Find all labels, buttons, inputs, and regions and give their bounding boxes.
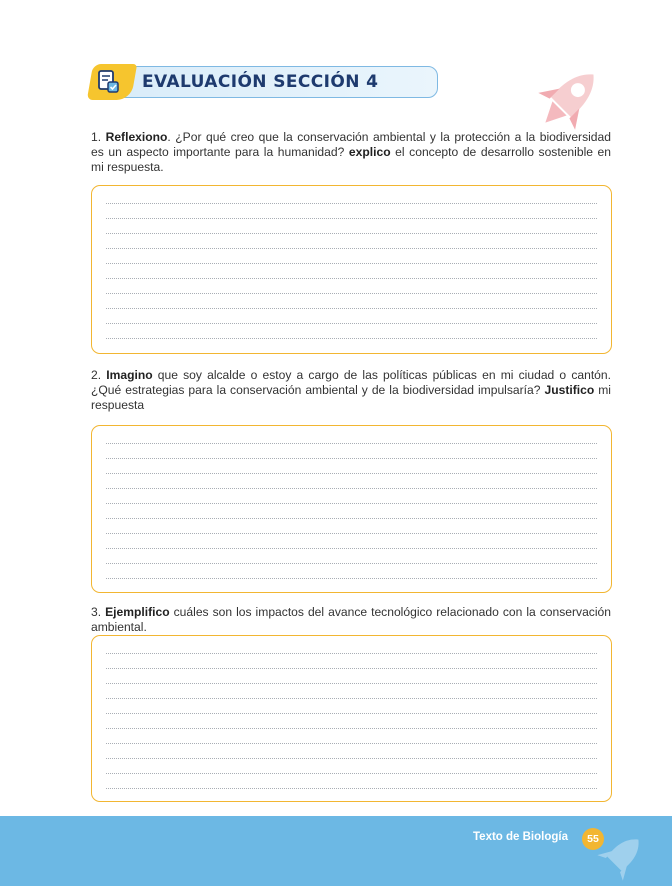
writing-line [106, 278, 597, 279]
writing-line [106, 653, 597, 654]
writing-line [106, 293, 597, 294]
writing-line [106, 443, 597, 444]
writing-line [106, 308, 597, 309]
question-number: 3. [91, 605, 102, 619]
writing-line [106, 473, 597, 474]
writing-line [106, 248, 597, 249]
writing-line [106, 713, 597, 714]
rocket-icon [528, 60, 608, 140]
writing-line [106, 743, 597, 744]
page-number-badge: 55 [582, 828, 604, 850]
writing-line [106, 578, 597, 579]
page-footer [0, 816, 672, 886]
question-3: 3. Ejemplifico cuáles son los impactos del avance tecnológico relacionado con la conservación ambiental. [91, 605, 611, 634]
writing-line [106, 728, 597, 729]
writing-line [106, 533, 597, 534]
writing-line [106, 788, 597, 789]
question-number: 2. [91, 368, 107, 382]
question-2: 2. Imagino que soy alcalde o estoy a cargo de las políticas públicas en mi ciudad o cantón. ¿Qué estrategias para la conservación ambiental y de la biodiversidad impulsaría? Justifico mi respuesta [91, 368, 611, 412]
writing-line [106, 338, 597, 339]
question-number: 1. [91, 130, 102, 144]
writing-line [106, 773, 597, 774]
answer-box-3[interactable] [91, 635, 612, 802]
writing-line [106, 458, 597, 459]
answer-box-2[interactable] [91, 425, 612, 593]
writing-line [106, 518, 597, 519]
writing-line [106, 488, 597, 489]
writing-line [106, 233, 597, 234]
task-verb: explico [348, 145, 391, 159]
book-title: Texto de Biología [473, 831, 568, 843]
task-verb: Imagino [106, 368, 153, 382]
writing-line [106, 503, 597, 504]
writing-line [106, 683, 597, 684]
writing-line [106, 758, 597, 759]
writing-line [106, 668, 597, 669]
page-title: EVALUACIÓN SECCIÓN 4 [142, 72, 379, 92]
writing-line [106, 323, 597, 324]
writing-line [106, 263, 597, 264]
task-verb: Ejemplifico [105, 605, 170, 619]
writing-line [106, 548, 597, 549]
writing-line [106, 698, 597, 699]
writing-line [106, 563, 597, 564]
question-1: 1. Reflexiono. ¿Por qué creo que la conservación ambiental y la protección a la biodiversidad es un aspecto importante para la humanidad? explico el concepto de desarrollo sostenible en mi respuesta. [91, 130, 612, 174]
task-verb: Justifico [544, 383, 595, 397]
writing-line [106, 218, 597, 219]
task-verb: Reflexiono [105, 130, 168, 144]
answer-box-1[interactable] [91, 185, 612, 354]
writing-line [106, 203, 597, 204]
